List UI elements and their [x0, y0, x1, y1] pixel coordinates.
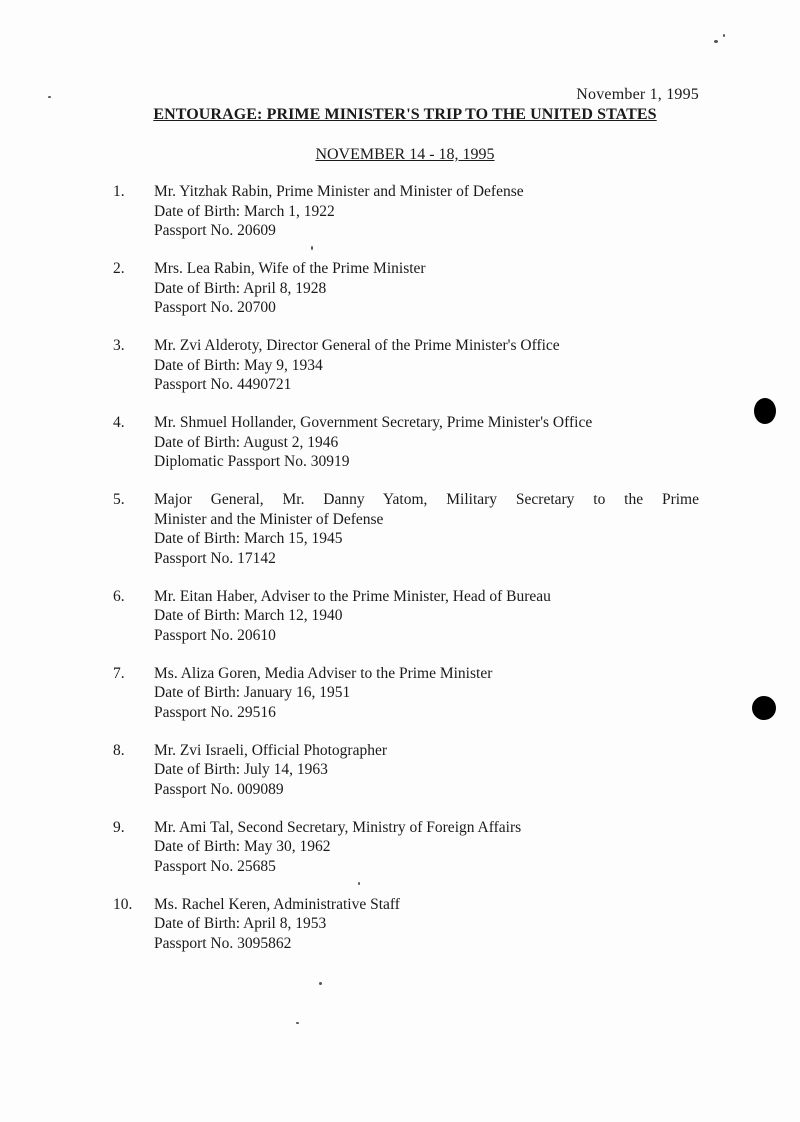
list-item — [0, 741, 800, 800]
item-name-title: Mr. Zvi Alderoty, Director General of the Prime Minister's Office — [154, 337, 560, 354]
item-passport: Diplomatic Passport No. 30919 — [154, 453, 350, 470]
item-name-title: Ms. Aliza Goren, Media Adviser to the Prime Minister — [154, 664, 493, 682]
item-name-title: Mr. Yitzhak Rabin, Prime Minister and Minister of Defense — [154, 183, 524, 200]
item-passport: Passport No. 17142 — [154, 549, 276, 567]
item-name-title-continued: Minister and the Minister of Defense — [154, 510, 384, 528]
scan-speck — [723, 34, 725, 37]
item-name-title: Mr. Zvi Israeli, Official Photographer — [154, 741, 388, 759]
item-number: 6. — [113, 587, 125, 605]
list-item — [0, 259, 800, 318]
item-name-title: Ms. Rachel Keren, Administrative Staff — [154, 895, 400, 913]
item-name-title: Mrs. Lea Rabin, Wife of the Prime Minister — [154, 260, 426, 277]
list-item — [0, 413, 800, 472]
list-item — [0, 587, 800, 646]
item-date-of-birth: Date of Birth: March 1, 1922 — [154, 202, 335, 220]
item-number: 7. — [113, 664, 125, 682]
document-date: November 1, 1995 — [576, 86, 699, 103]
item-passport: Passport No. 20610 — [154, 626, 276, 644]
item-number: 2. — [113, 260, 125, 277]
item-number: 4. — [113, 414, 125, 431]
item-number: 8. — [113, 741, 125, 759]
list-item — [0, 895, 800, 954]
document-subtitle: NOVEMBER 14 - 18, 1995 — [315, 146, 495, 163]
item-number: 3. — [113, 337, 125, 354]
item-passport: Passport No. 20609 — [154, 222, 276, 239]
item-date-of-birth: Date of Birth: March 15, 1945 — [154, 530, 343, 547]
item-date-of-birth: Date of Birth: July 14, 1963 — [154, 761, 328, 778]
item-passport: Passport No. 4490721 — [154, 376, 292, 393]
item-name-title: Major General, Mr. Danny Yatom, Military Secretary to the Prime — [154, 491, 699, 508]
punch-hole-mark — [754, 398, 776, 424]
item-date-of-birth: Date of Birth: April 8, 1928 — [154, 279, 327, 297]
item-number: 1. — [113, 183, 125, 200]
document-title: ENTOURAGE: PRIME MINISTER'S TRIP TO THE UNITED STATES — [153, 106, 657, 123]
punch-hole-mark — [752, 696, 776, 720]
item-date-of-birth: Date of Birth: August 2, 1946 — [154, 433, 339, 451]
item-name-title: Mr. Eitan Haber, Adviser to the Prime Minister, Head of Bureau — [154, 587, 551, 605]
scan-speck — [319, 982, 322, 985]
item-number: 5. — [113, 491, 125, 508]
entourage-list — [0, 182, 800, 972]
scan-speck — [311, 246, 313, 250]
item-passport: Passport No. 20700 — [154, 299, 276, 316]
item-passport: Passport No. 3095862 — [154, 934, 292, 952]
scan-speck — [48, 96, 51, 98]
scan-speck — [358, 882, 360, 885]
item-passport: Passport No. 25685 — [154, 857, 276, 875]
item-date-of-birth: Date of Birth: March 12, 1940 — [154, 607, 343, 624]
list-item — [0, 182, 800, 241]
list-item — [0, 664, 800, 723]
item-number: 9. — [113, 818, 125, 836]
item-date-of-birth: Date of Birth: April 8, 1953 — [154, 915, 327, 932]
item-date-of-birth: Date of Birth: January 16, 1951 — [154, 684, 351, 701]
item-passport: Passport No. 009089 — [154, 780, 284, 798]
item-number: 10. — [113, 895, 133, 913]
list-item — [0, 490, 800, 568]
scan-speck — [296, 1022, 299, 1024]
item-name-title: Mr. Ami Tal, Second Secretary, Ministry of Foreign Affairs — [154, 818, 522, 836]
item-date-of-birth: Date of Birth: May 9, 1934 — [154, 356, 323, 374]
item-date-of-birth: Date of Birth: May 30, 1962 — [154, 838, 331, 855]
scan-speck — [714, 40, 718, 43]
item-name-title: Mr. Shmuel Hollander, Government Secretary, Prime Minister's Office — [154, 414, 593, 431]
item-passport: Passport No. 29516 — [154, 703, 276, 721]
list-item — [0, 336, 800, 395]
list-item — [0, 818, 800, 877]
